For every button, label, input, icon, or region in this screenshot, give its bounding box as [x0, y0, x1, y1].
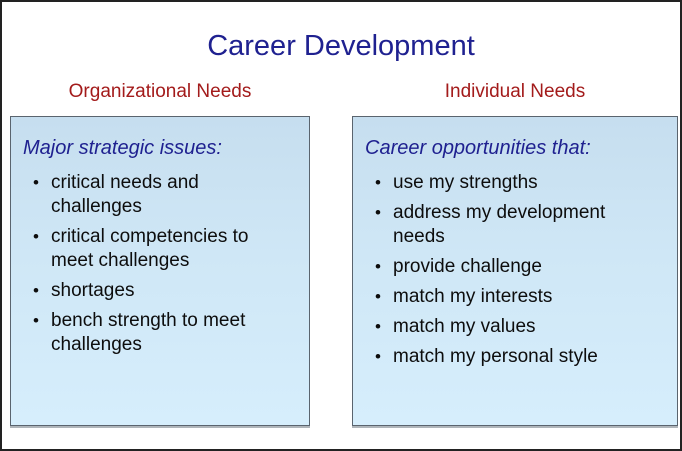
- organizational-needs-box: [10, 116, 310, 426]
- bullet-marker: •: [375, 203, 381, 222]
- list-item: [375, 255, 631, 279]
- organizational-bullet-list: [23, 171, 299, 357]
- bullet-text: shortages: [51, 280, 135, 301]
- list-item: [375, 315, 631, 339]
- individual-needs-box: [352, 116, 678, 426]
- list-item: [33, 171, 263, 219]
- column-header-organizational-needs: Organizational Needs: [68, 81, 252, 102]
- list-item: [33, 279, 263, 303]
- individual-bullet-list: [365, 171, 667, 369]
- bullet-text: bench strength to meet challenges: [51, 310, 246, 355]
- bullet-text: match my interests: [393, 286, 553, 307]
- bullet-marker: •: [33, 173, 39, 192]
- individual-box-heading: Career opportunities that:: [365, 137, 591, 159]
- bullet-marker: •: [33, 281, 39, 300]
- list-item: [375, 285, 631, 309]
- bullet-marker: •: [375, 173, 381, 192]
- list-item: [375, 201, 631, 249]
- bullet-marker: •: [375, 347, 381, 366]
- bullet-marker: •: [33, 227, 39, 246]
- bullet-marker: •: [375, 257, 381, 276]
- bullet-text: match my values: [393, 316, 536, 337]
- bullet-text: match my personal style: [393, 346, 598, 367]
- bullet-text: critical needs and challenges: [51, 172, 199, 217]
- list-item: [375, 345, 631, 369]
- bullet-text: provide challenge: [393, 256, 542, 277]
- bullet-text: critical competencies to meet challenges: [51, 226, 249, 271]
- list-item: [375, 171, 631, 195]
- slide-title: Career Development: [207, 30, 475, 62]
- bullet-marker: •: [33, 311, 39, 330]
- bullet-text: use my strengths: [393, 172, 538, 193]
- list-item: [33, 225, 263, 273]
- bullet-text: address my development needs: [393, 202, 606, 247]
- list-item: [33, 309, 263, 357]
- bullet-marker: •: [375, 317, 381, 336]
- bullet-marker: •: [375, 287, 381, 306]
- organizational-box-heading: Major strategic issues:: [23, 137, 222, 159]
- column-header-individual-needs: Individual Needs: [444, 81, 586, 102]
